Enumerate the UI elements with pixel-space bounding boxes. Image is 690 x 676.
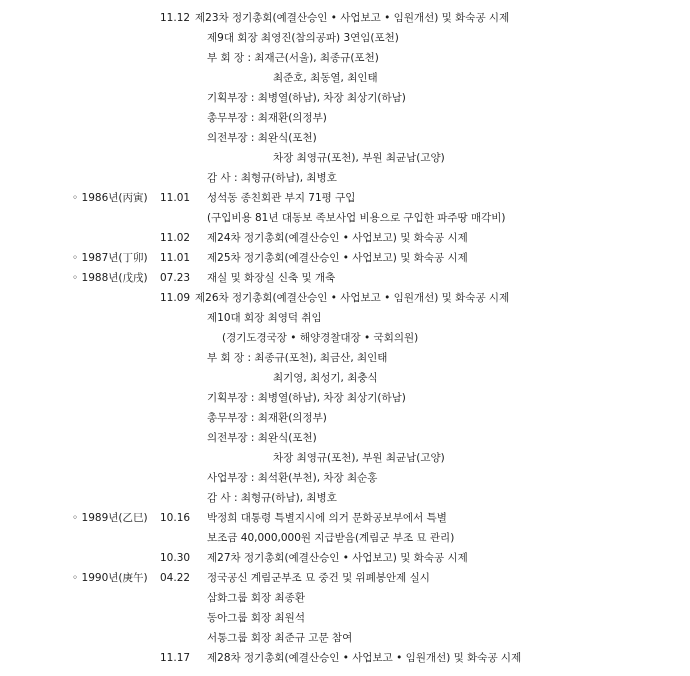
entry-text: 제27차 정기총회(예결산승인 • 사업보고) 및 화숙공 시제 [207,552,468,564]
entry-text: 차장 최영규(포천), 부원 최균남(고양) [273,452,445,464]
year-label: ◦ 1989년(乙巳) [72,512,148,524]
date-label: 11.01 [160,192,191,204]
entry-text: 제10대 회장 최영덕 취임 [207,312,322,324]
entry-text: 제24차 정기총회(예결산승인 • 사업보고) 및 화숙공 시제 [207,232,468,244]
entry-text: 최준호, 최동열, 최인태 [273,72,378,84]
entry-text: 부 회 장 : 최종규(포천), 최금산, 최인태 [207,352,388,364]
entry-text: 기획부장 : 최병열(하남), 차장 최상기(하남) [207,92,406,104]
date-label: 10.30 [160,552,191,564]
entry-text: 감 사 : 최형규(하남), 최병호 [207,492,337,504]
entry-text: 사업부장 : 최석환(부천), 차장 최순홍 [207,472,378,484]
entry-text: 제25차 정기총회(예결산승인 • 사업보고) 및 화숙공 시제 [207,252,468,264]
entry-text: 삼화그룹 회장 최종환 [207,592,305,604]
date-label: 04.22 [160,572,191,584]
entry-text: 박정희 대통령 특별지시에 의거 문화공보부에서 특별 [207,512,447,524]
entry-text: 의전부장 : 최완식(포천) [207,432,317,444]
date-label: 11.01 [160,252,191,264]
entry-text: 동아그룹 회장 최원석 [207,612,305,624]
entry-text: 제23차 정기총회(예결산승인 • 사업보고 • 임원개선) 및 화숙공 시제 [195,12,510,24]
entry-text: 감 사 : 최형규(하남), 최병호 [207,172,337,184]
entry-text: 총무부장 : 최재환(의정부) [207,412,327,424]
year-label: ◦ 1988년(戊戌) [72,272,148,284]
entry-text: 서통그룹 회장 최준규 고문 참여 [207,632,353,644]
entry-text: 부 회 장 : 최재근(서울), 최종규(포천) [207,52,379,64]
date-label: 11.17 [160,652,191,664]
entry-text: (구입비용 81년 대동보 족보사업 비용으로 구입한 파주땅 매각비) [207,212,506,224]
entry-text: 총무부장 : 최재환(의정부) [207,112,327,124]
year-label: ◦ 1986년(丙寅) [72,192,148,204]
date-label: 11.02 [160,232,191,244]
entry-text: 정국공신 계림군부조 묘 중건 및 위폐봉안제 실시 [207,572,430,584]
year-label: ◦ 1987년(丁卯) [72,252,148,264]
entry-text: 기획부장 : 최병열(하남), 차장 최상기(하남) [207,392,406,404]
year-label: ◦ 1990년(庚午) [72,572,148,584]
entry-text: 재실 및 화장실 신축 및 개축 [207,272,336,284]
entry-text: 제9대 회장 최영진(참의공파) 3연임(포천) [207,32,399,44]
entry-text: 최기영, 최성기, 최충식 [273,372,378,384]
date-label: 10.16 [160,512,191,524]
date-label: 11.12 [160,12,191,24]
entry-text: 제26차 정기총회(예결산승인 • 사업보고 • 임원개선) 및 화숙공 시제 [195,292,510,304]
entry-text: (경기도경국장 • 해양경찰대장 • 국회의원) [222,332,419,344]
entry-text: 차장 최영규(포천), 부원 최균남(고양) [273,152,445,164]
entry-text: 성석동 종친회관 부지 71평 구입 [207,192,356,204]
entry-text: 보조금 40,000,000원 지급받음(계림군 부조 묘 관리) [207,532,455,544]
date-label: 11.09 [160,292,191,304]
entry-text: 의전부장 : 최완식(포천) [207,132,317,144]
entry-text: 제28차 정기총회(예결산승인 • 사업보고 • 임원개선) 및 화숙공 시제 [207,652,522,664]
date-label: 07.23 [160,272,191,284]
